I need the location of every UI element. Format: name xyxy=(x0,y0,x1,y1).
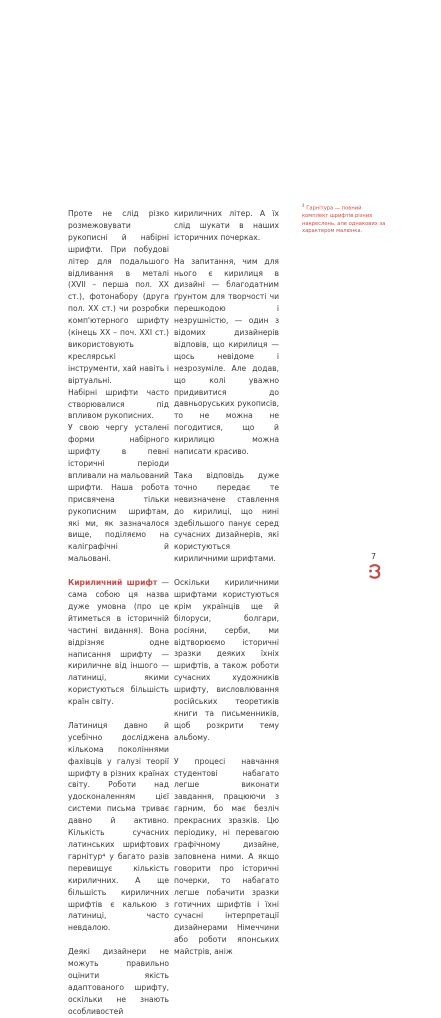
left-text-column xyxy=(68,208,169,1018)
paragraph: Проте не слід різко розмежовувати рукописні й набірні шрифти. При побудові літер для подальшого відливання в металі (XVII – перша пол. XX ст.), фотонабору (друга пол. XX ст.) чи розробки комп'ютерного шрифту (кінець XX – поч. XXI ст.) використовують креслярські інструменти, хай навіть і віртуальні. xyxy=(68,209,169,385)
paragraph: На запитання, чим для нього є кирилиця в дизайні — благодатним ґрунтом для творчості чи перешкодою і незрушністю, — один з відомих дизайнерів відповів, що кирилиця — щось невідоме і незрозуміле. Але додав, що колі уважно придивитися до давньоруських рукописів, то не можна не погодитися, що й кирилицю можна написати красиво. xyxy=(174,256,279,457)
term-cyrillic-font: Кириличний шрифт xyxy=(68,578,158,588)
sidenote-term: Гарнітура xyxy=(306,205,334,212)
sidenote xyxy=(302,202,388,235)
paragraph: Латиниця давно й усебічно досліджена кількома поколіннями фахівців у галузі теорії шрифту в різних країнах світу. Роботи над удосконаленням цієї системи письма триває давно й активно. Кількість сучасних латинських шрифтових гарнітур⁴ у багато разів перевищує кількість кириличних. А ще більшість кириличних шрифтів є калькою з латиниці, часто невдалою. xyxy=(68,720,169,933)
paragraph: У процесі навчання студентові набагато легше виконати завдання, працюючи з гарним, бо має безліч прекрасних зразків. Цю періодику, ні перевагою графічному дизайне, заповнена ними. А якщо говорити про історичні почерки, то набагато легше побачити зразки готичних шрифтів і їхні сучасні інтерпретації дизайнерами Німеччини або роботи японських майстрів, аніж xyxy=(174,756,279,957)
middle-text-column xyxy=(174,208,279,958)
paragraph: Деякі дизайнери не можуть правильно оцінити якість адаптованого шрифту, оскільки не знають особливостей xyxy=(68,947,169,1016)
paragraph: Набірні шрифти часто створювалися під впливом рукописних. xyxy=(68,387,169,421)
paragraph xyxy=(68,577,169,708)
page-number: 7 xyxy=(371,552,377,561)
paragraph: Така відповідь дуже точно передає те невизначене ставлення до кирилиці, що нині здебільшого панує серед сучасних дизайнерів, які користуються кириличними шрифтами. xyxy=(174,470,279,564)
red-swirl-mark-icon xyxy=(366,562,384,580)
paragraph-body: — сама собою ця назва дуже умовна (про це йтиметься в історичній частині видання). Вона відрізняє одне написання шрифту — кириличне від іншого — латиниці, якими користуються більшість країн світу. xyxy=(68,578,169,707)
paragraph: Оскільки кириличними шрифтами користуються крім українців ще й білоруси, болгари, росіяни, серби, ми відтворюємо історичні зразки деяких їхніх шрифтів, а також роботи сучасних художників шрифту, висловлювання російських теоретиків книги та письменників, щоб розкрити тему альбому. xyxy=(174,578,279,742)
sidenote-text: — повний комплект шрифтів різних накреслень, але однакових за характером малюнка. xyxy=(302,205,386,234)
footnote-marker: 4 xyxy=(302,203,305,208)
paragraph: кириличних літер. А їх слід шукати в наших історичних почерках. xyxy=(174,209,279,242)
paragraph: У свою чергу усталені форми набірного шрифту в певні історичні періоди впливали на мальований шрифти. Наша робота присвячена тільки рукописним шрифтам, які ми, як зазначалося вище, поділяємо на каліграфічні й мальовані. xyxy=(68,423,169,564)
